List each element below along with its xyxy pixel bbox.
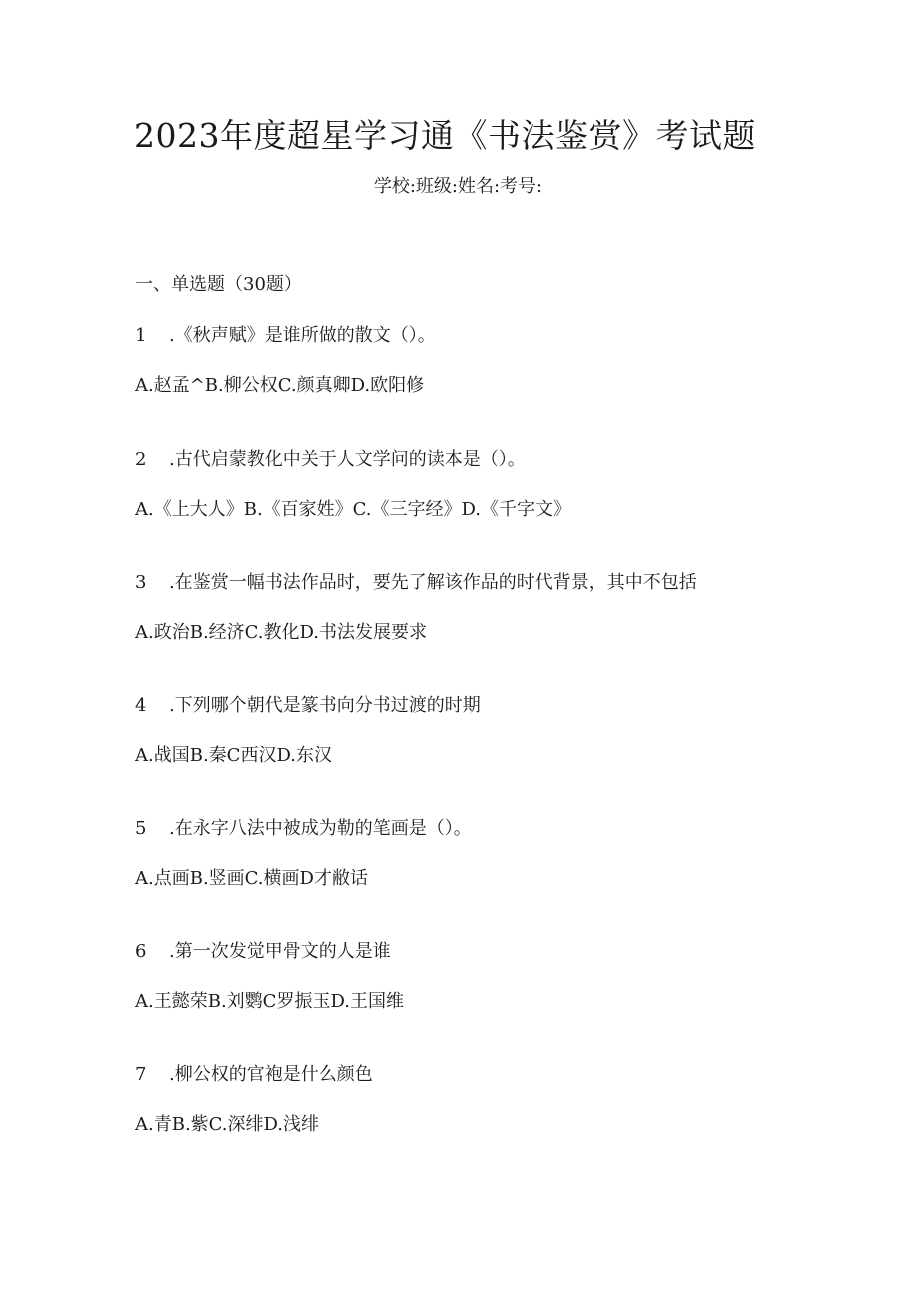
question-text [135, 1062, 895, 1088]
question-7 [135, 1062, 895, 1138]
question-options: A.点画B.竖画C.横画D才敝话 [135, 868, 368, 889]
page-title: 2023年度超星学习通《书法鉴赏》考试题 [134, 116, 756, 155]
question-options: A.战国B.秦C西汉D.东汉 [135, 745, 332, 766]
question-text [135, 816, 895, 842]
question-number: 3 [135, 572, 147, 593]
question-text [135, 939, 895, 965]
question-options: A.王懿荣B.刘鹦C罗振玉D.王国维 [135, 991, 404, 1012]
question-options: A.政治B.经济C.教化D.书法发展要求 [135, 622, 428, 643]
question-prompt: .古代启蒙教化中关于人文学问的读本是（）。 [169, 449, 526, 470]
question-2 [135, 447, 895, 523]
question-text [135, 570, 895, 596]
student-info-line: 学校:班级:姓名:考号: [373, 176, 543, 197]
question-1 [135, 323, 895, 399]
question-prompt: .在鉴赏一幅书法作品时，要先了解该作品的时代背景，其中不包括 [169, 572, 697, 593]
question-number: 7 [135, 1064, 147, 1085]
question-options: A.赵孟^B.柳公权C.颜真卿D.欧阳修 [135, 375, 425, 396]
question-3 [135, 570, 895, 646]
question-5 [135, 816, 895, 892]
question-options: A.青B.紫C.深绯D.浅绯 [135, 1114, 320, 1135]
question-number: 1 [135, 325, 147, 346]
question-text [135, 323, 895, 349]
question-options: A.《上大人》B.《百家姓》C.《三字经》D.《千字文》 [135, 499, 572, 520]
question-6 [135, 939, 895, 1015]
question-number: 6 [135, 941, 147, 962]
question-prompt: .柳公权的官袍是什么颜色 [169, 1064, 373, 1085]
section-heading: 一、单选题（30题） [135, 274, 302, 295]
question-prompt: .《秋声赋》是谁所做的散文（）。 [169, 325, 436, 346]
question-number: 2 [135, 449, 147, 470]
question-number: 5 [135, 818, 147, 839]
question-prompt: .第一次发觉甲骨文的人是谁 [169, 941, 391, 962]
question-prompt: .在永字八法中被成为勒的笔画是（）。 [169, 818, 472, 839]
question-text [135, 447, 895, 473]
question-prompt: .下列哪个朝代是篆书向分书过渡的时期 [169, 695, 481, 716]
question-4 [135, 693, 895, 769]
question-number: 4 [135, 695, 147, 716]
question-text [135, 693, 895, 719]
